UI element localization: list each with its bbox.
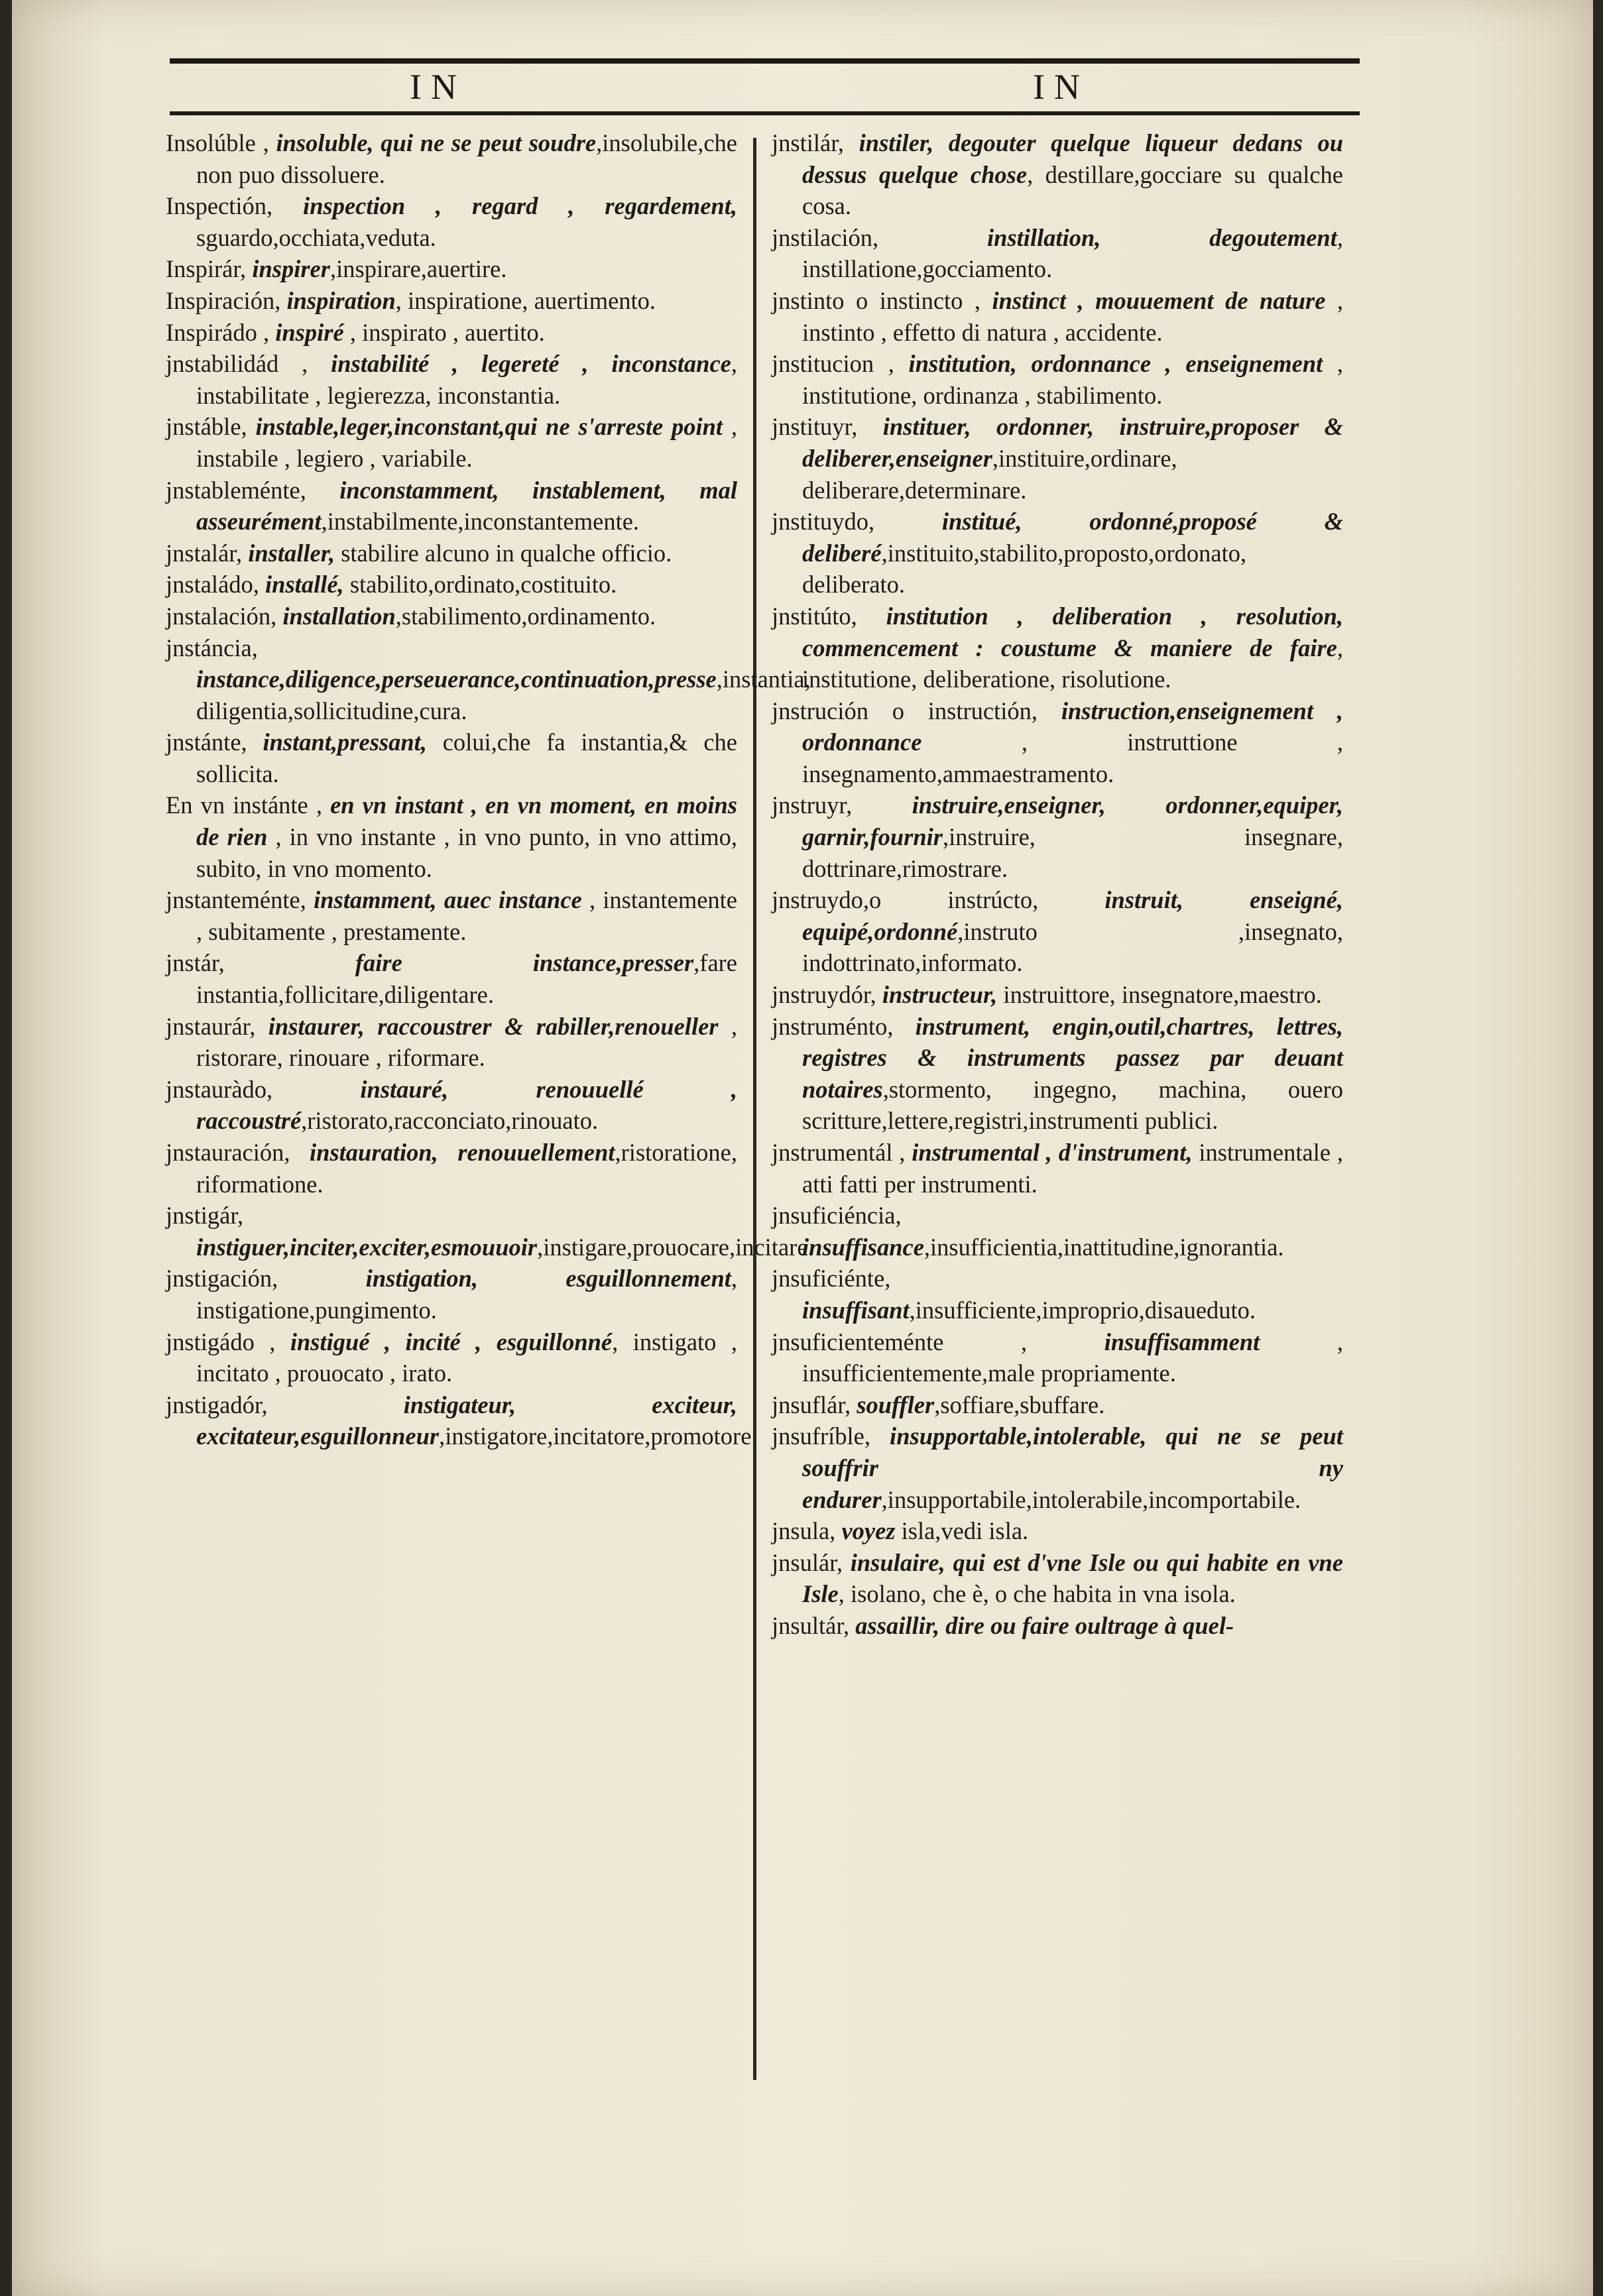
french-gloss: faire instance,presser — [355, 949, 694, 977]
headword: jnstitucion , — [772, 350, 894, 378]
italian-gloss: isla,vedi isla. — [895, 1517, 1029, 1545]
headword: jnstrumentál , — [772, 1139, 906, 1166]
column-divider — [753, 138, 756, 2080]
dictionary-entry — [166, 285, 737, 317]
dictionary-entry — [166, 538, 737, 569]
french-gloss: instigué , incité , esguillonné — [290, 1328, 613, 1355]
headword: Inspirár, — [166, 255, 247, 283]
italian-gloss: ,instituire,ordinare, deliberare,determinare. — [802, 444, 1177, 504]
dictionary-entry — [772, 222, 1343, 285]
headword: En vn instánte , — [166, 791, 322, 819]
dictionary-entry — [772, 1389, 1343, 1421]
italian-gloss: , isolano, che è, o che habita in vna isola. — [838, 1580, 1236, 1608]
headword: jnsulár, — [772, 1548, 843, 1576]
italian-gloss: , ristorare, rinouare , riformare. — [196, 1012, 738, 1072]
italian-gloss: , inspiratione, auertimento. — [395, 286, 656, 314]
italian-gloss: , destillare,gocciare su qualche cosa. — [802, 160, 1343, 220]
french-gloss: voyez — [841, 1517, 896, 1545]
dictionary-entry — [166, 253, 737, 285]
italian-gloss: , instinto , effetto di natura , accidente. — [802, 286, 1344, 346]
headword: jnstitúto, — [772, 602, 857, 630]
italian-gloss: ,soffiare,sbuffare. — [934, 1391, 1105, 1418]
french-gloss: instruction,enseignement , ordonnance — [802, 697, 1344, 756]
headword: jnsuficiéncia, — [772, 1202, 902, 1230]
dictionary-entry — [166, 1011, 737, 1074]
french-gloss: inspiré — [275, 318, 344, 346]
french-gloss: instigateur, exciteur, excitateur,esguillonneur — [196, 1391, 737, 1450]
dictionary-entry — [166, 947, 737, 1010]
headword: jnsultár, — [772, 1611, 850, 1639]
dictionary-entry — [166, 789, 737, 884]
dictionary-entry — [166, 884, 737, 947]
headword: jnstáble, — [166, 413, 247, 441]
dictionary-entry — [772, 1200, 1343, 1263]
french-gloss: instamment, auec instance — [314, 886, 582, 914]
dictionary-entry — [166, 190, 737, 253]
french-gloss: instinct , mouuement de nature — [992, 286, 1326, 314]
french-gloss: inspirer — [252, 255, 330, 283]
italian-gloss: ,ristoratione, riformatione. — [196, 1139, 738, 1198]
italian-gloss: ,instigatore,incitatore,promotore. — [439, 1422, 758, 1450]
running-head-right: IN — [1033, 67, 1089, 107]
dictionary-entry — [166, 601, 737, 632]
italian-gloss: ,instituito,stabilito,proposto,ordonato, deliberato. — [802, 539, 1247, 599]
italian-gloss: , instillatione,gocciamento. — [802, 223, 1343, 283]
headword: jnstánte, — [166, 728, 247, 756]
french-gloss: insuffisance — [802, 1233, 924, 1261]
headword: jnsula, — [772, 1517, 836, 1545]
dictionary-entry — [772, 1011, 1343, 1137]
italian-gloss: ,stormento, ingegno, machina, ouero scritture,lettere,registri,instrumenti publici. — [802, 1075, 1343, 1135]
dictionary-entry — [166, 1074, 737, 1137]
headword: jnstalár, — [166, 539, 243, 567]
italian-gloss: ,instantia, diligentia,sollicitudine,cura. — [196, 665, 811, 724]
italian-gloss: , in vno instante , in vno punto, in vno attimo, subito, in vno momento. — [196, 823, 738, 882]
dictionary-entry — [772, 285, 1343, 348]
headword: jnstabilidád , — [166, 350, 308, 378]
dictionary-entry — [772, 411, 1343, 506]
italian-gloss: , instigato , incitato , prouocato , irato. — [196, 1328, 738, 1387]
dictionary-entry — [166, 1389, 758, 1452]
headword: jnstigádo , — [166, 1328, 276, 1355]
dictionary-entry — [772, 1137, 1343, 1200]
dictionary-entry — [166, 1137, 737, 1200]
italian-gloss: , inspirato , auertito. — [343, 318, 545, 346]
dictionary-entry — [166, 1263, 737, 1326]
headword: jnstigadór, — [166, 1391, 268, 1418]
headword: jnstauración, — [166, 1139, 290, 1166]
running-head-left: IN — [410, 67, 466, 107]
dictionary-entry — [166, 1326, 737, 1389]
french-gloss: inconstamment, instablement, mal asseurément — [196, 476, 737, 536]
headword: jnsuflár, — [772, 1391, 851, 1418]
dictionary-entry — [166, 475, 737, 538]
french-gloss: institution, ordonnance , enseignement — [908, 350, 1323, 378]
headword: jnstituydo, — [772, 508, 875, 536]
headword: jnstár, — [166, 949, 225, 977]
headword: jnstigación, — [166, 1265, 278, 1292]
dictionary-entry — [772, 979, 1343, 1011]
headword: jnstrución o instructión, — [772, 697, 1038, 724]
italian-gloss: ,insupportabile,intolerabile,incomportabile. — [881, 1485, 1301, 1513]
french-gloss: inspiration — [286, 286, 396, 314]
french-gloss: instauré, renouuellé , raccoustré — [196, 1075, 737, 1135]
french-gloss: instiler, degouter quelque liqueur dedans ou dessus quelque chose — [802, 129, 1344, 188]
dictionary-entry — [772, 601, 1343, 695]
dictionary-entry — [166, 569, 737, 601]
headword: jnstaurár, — [166, 1012, 256, 1040]
french-gloss: instituer, ordonner, instruire,proposer & deliberer,enseigner — [802, 413, 1343, 472]
french-gloss: instrument, engin,outil,chartres, lettres, registres & instruments passez par deuant notaires — [802, 1012, 1344, 1103]
dictionary-entry — [772, 127, 1343, 222]
italian-gloss: , instabilitate , legierezza, inconstantia. — [196, 350, 738, 409]
headword: jnstanteménte, — [166, 886, 306, 914]
french-gloss: instigation, esguillonnement — [365, 1265, 731, 1292]
headword: jnstáncia, — [166, 634, 258, 661]
french-gloss: insoluble, qui ne se peut soudre — [276, 129, 597, 156]
dictionary-entry — [166, 317, 737, 349]
dictionary-entry — [166, 726, 737, 789]
italian-gloss: ,ristorato,racconciato,rinouato. — [301, 1107, 599, 1135]
italian-gloss: , institutione, ordinanza , stabilimento. — [802, 350, 1344, 409]
french-gloss: instance,diligence,perseuerance,continuation,presse — [196, 665, 717, 693]
headword: Inspirádo , — [166, 318, 270, 346]
dictionary-entry — [166, 411, 737, 474]
headword: jnsuficienteménte , — [772, 1328, 1028, 1355]
italian-gloss: , instigatione,pungimento. — [196, 1265, 738, 1324]
dictionary-entry — [772, 1326, 1343, 1389]
french-gloss: assaillir, dire ou faire oultrage à quel- — [855, 1611, 1234, 1639]
french-gloss: installer, — [248, 539, 335, 567]
headword: Inspectión, — [166, 192, 273, 220]
dictionary-entry — [772, 1515, 1343, 1547]
headword: jnstruydór, — [772, 981, 876, 1009]
italian-gloss: , instabile , legiero , variabile. — [196, 413, 737, 472]
italian-gloss: ,inspirare,auertire. — [329, 255, 507, 283]
dictionary-entry — [166, 1200, 814, 1263]
dictionary-page — [12, 0, 1593, 2296]
headword: jnstalación, — [166, 602, 277, 630]
dictionary-entry — [772, 348, 1343, 411]
french-gloss: instruire,enseigner, ordonner,equiper, garnir,fournir — [802, 791, 1343, 851]
headword: jnsuficiénte, — [772, 1265, 891, 1292]
dictionary-entry — [166, 348, 737, 411]
top-rule — [170, 58, 1360, 64]
italian-gloss: ,insolubile,che non puo dissoluere. — [196, 129, 738, 188]
italian-gloss: ,insufficiente,improprio,disaueduto. — [909, 1296, 1256, 1324]
headword: jnstaládo, — [166, 571, 259, 599]
italian-gloss: ,insufficientia,inattitudine,ignorantia. — [923, 1233, 1284, 1261]
italian-gloss: , insufficientemente,male propriamente. — [802, 1328, 1344, 1387]
headword: Inspiración, — [166, 286, 281, 314]
italian-gloss: , institutione, deliberatione, risolutione. — [802, 634, 1343, 693]
italian-gloss: colui,che fa instantia,& che sollicita. — [196, 728, 737, 787]
italian-gloss: ,instruto ,insegnato, indottrinato,informato. — [802, 917, 1343, 977]
dictionary-entry — [772, 1547, 1343, 1610]
french-gloss: instant,pressant, — [263, 728, 427, 756]
french-gloss: inspection , regard , regardement, — [303, 192, 737, 220]
headword: jnstituyr, — [772, 413, 858, 441]
dictionary-entry — [166, 632, 811, 727]
italian-gloss: ,stabilimento,ordinamento. — [395, 602, 656, 630]
dictionary-entry — [772, 789, 1343, 884]
french-gloss: instrumental , d'instrument, — [912, 1139, 1193, 1166]
headword: jnstilación, — [772, 223, 879, 251]
headword: jnstilár, — [772, 129, 845, 156]
headword: jnstruydo,o instrúcto, — [772, 886, 1039, 914]
headword: jnstruménto, — [772, 1012, 894, 1040]
italian-gloss: stabilire alcuno in qualche officio. — [335, 539, 672, 567]
french-gloss: instiguer,inciter,exciter,esmouuoir — [196, 1233, 538, 1261]
dictionary-entry — [772, 506, 1343, 601]
italian-gloss: , instantemente , subitamente , prestamente. — [196, 886, 737, 945]
french-gloss: insuffisant — [802, 1296, 910, 1324]
italian-gloss: ,fare instantia,follicitare,diligentare. — [196, 949, 738, 1009]
french-gloss: insupportable,intolerable, qui ne se peut souffrir ny endurer — [802, 1422, 1343, 1513]
french-gloss: instruit, enseigné, equipé,ordonné — [802, 886, 1344, 945]
dictionary-entry — [772, 695, 1343, 790]
headword: jnsufríble, — [772, 1422, 871, 1450]
french-gloss: instaurer, raccoustrer & rabiller,renoueller — [268, 1012, 719, 1040]
french-gloss: instructeur, — [882, 981, 998, 1009]
header-rule — [170, 111, 1360, 115]
italian-gloss: ,instigare,prouocare,incitare. — [537, 1233, 814, 1261]
italian-gloss: instruittore, insegnatore,maestro. — [997, 981, 1322, 1009]
headword: jnstableménte, — [166, 476, 306, 504]
french-gloss: en vn instant , en vn moment, en moins de rien — [196, 791, 738, 851]
italian-gloss: , instruttione , insegnamento,ammaestramento. — [802, 728, 1343, 787]
headword: Insolúble , — [166, 129, 269, 156]
dictionary-entry — [772, 1263, 1343, 1326]
french-gloss: instauration, renouuellement — [310, 1139, 615, 1166]
italian-gloss: stabilito,ordinato,costituito. — [343, 571, 617, 599]
french-gloss: insuffisamment — [1104, 1328, 1260, 1355]
headword: jnstinto o instincto , — [772, 286, 981, 314]
french-gloss: instabilité , legereté , inconstance — [331, 350, 731, 378]
italian-gloss: sguardo,occhiata,veduta. — [196, 223, 436, 251]
dictionary-entry — [166, 127, 737, 190]
french-gloss: installé, — [265, 571, 344, 599]
french-gloss: souffler — [857, 1391, 935, 1418]
headword: jnstruyr, — [772, 791, 853, 819]
french-gloss: institué, ordonné,proposé & deliberé — [802, 508, 1344, 567]
dictionary-entry — [772, 884, 1343, 979]
french-gloss: instable,leger,inconstant,qui ne s'arreste point — [255, 413, 723, 441]
italian-gloss: ,instruire, insegnare, dottrinare,rimostrare. — [802, 823, 1343, 882]
italian-gloss: instrumentale , atti fatti per instrumenti. — [802, 1139, 1344, 1198]
french-gloss: insulaire, qui est d'vne Isle ou qui habite en vne Isle — [802, 1548, 1343, 1608]
headword: jnstauràdo, — [166, 1075, 273, 1103]
italian-gloss: ,instabilmente,inconstantemente. — [321, 508, 640, 536]
french-gloss: installation — [282, 602, 396, 630]
dictionary-entry — [772, 1610, 1343, 1642]
french-gloss: instillation, degoutement — [987, 223, 1337, 251]
dictionary-entry — [772, 1420, 1343, 1515]
french-gloss: institution , deliberation , resolution, commencement : coustume & maniere de faire — [802, 602, 1343, 661]
right-column — [772, 127, 1343, 1642]
headword: jnstigár, — [166, 1202, 244, 1230]
